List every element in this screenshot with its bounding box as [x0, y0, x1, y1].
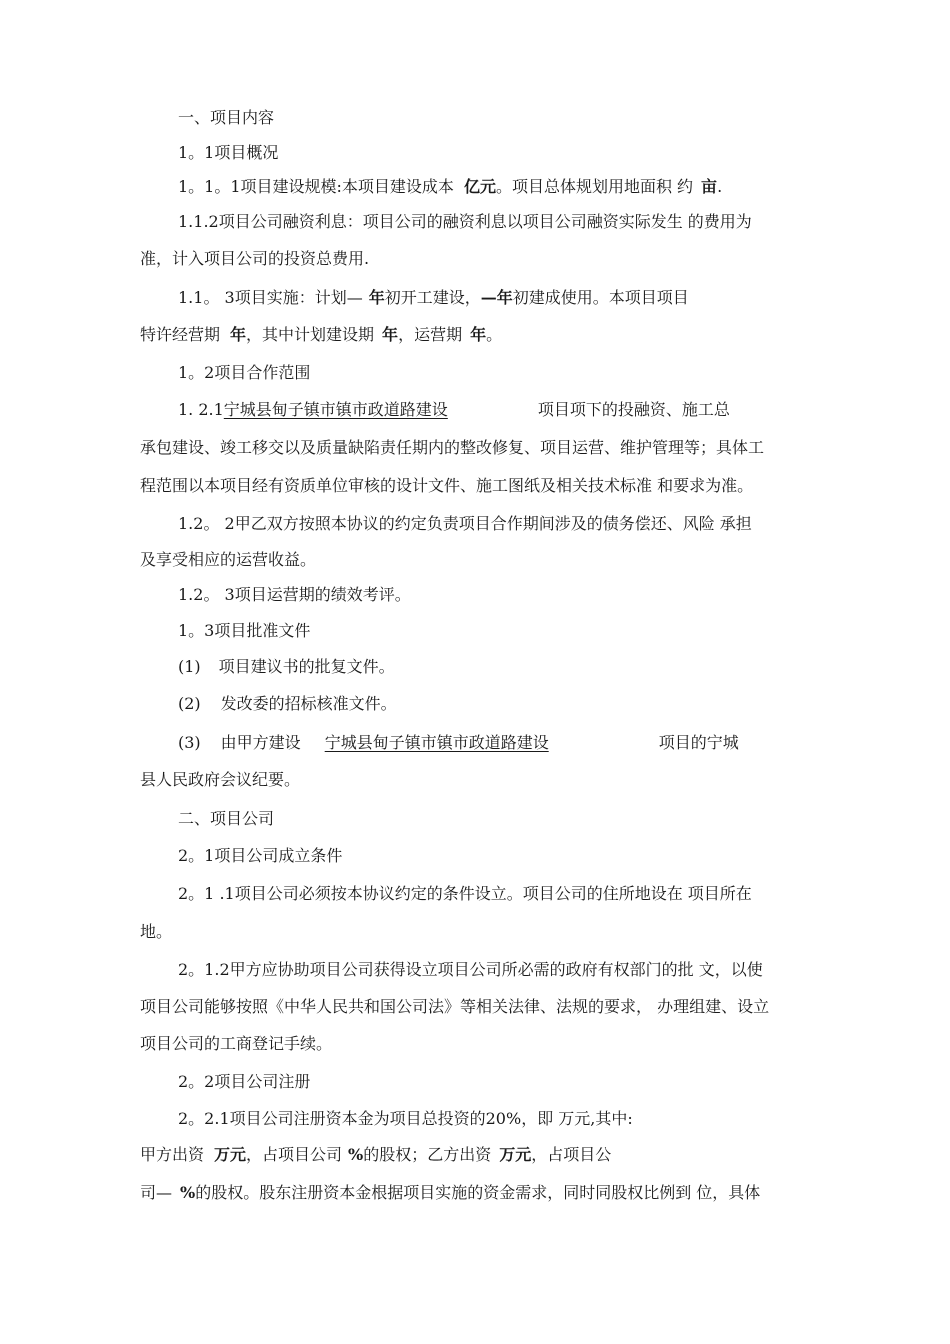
text: 1.1。 3项目实施：计划— — [178, 288, 363, 307]
blank-year: 年 — [230, 325, 247, 344]
para-1-2-3: 1.2。 3项目运营期的绩效考评。 — [178, 585, 411, 604]
text: 初开工建设， — [384, 288, 481, 307]
subsection-1-2: 1。2项目合作范围 — [178, 363, 311, 382]
text: 司— — [140, 1183, 173, 1202]
project-name-underlined: 宁城县甸子镇市镇市政道路建设 — [223, 400, 448, 419]
section-heading-2: 二、项目公司 — [178, 809, 275, 828]
para-1-1-2-line1: 1.1.2项目公司融资利息：项目公司的融资利息以项目公司融资实际发生 的费用为 — [178, 212, 752, 231]
blank-year: 年 — [368, 288, 385, 307]
blank-amount-unit: 万元 — [214, 1145, 247, 1164]
blank-year: 年 — [382, 325, 399, 344]
list-item-2 — [178, 694, 397, 714]
text: ，占项目公 — [531, 1145, 612, 1164]
subsection-1-3: 1。3项目批准文件 — [178, 621, 311, 640]
list-item-1 — [178, 657, 395, 677]
text: 的股权。股东注册资本金根据项目实施的资金需求，同时同股权比例到 位，具体 — [195, 1183, 761, 1202]
blank-area-unit: 亩 — [701, 177, 718, 196]
blank-year: 年 — [470, 325, 487, 344]
blank-amount-unit: 万元 — [499, 1145, 532, 1164]
para-1-2-2-line1: 1.2。 2甲乙双方按照本协议的约定负责项目合作期间涉及的债务偿还、风险 承担 — [178, 514, 752, 533]
text: ，其中计划建设期 — [246, 325, 375, 344]
subsection-2-2: 2。2项目公司注册 — [178, 1072, 311, 1091]
subsection-2-1: 2。1项目公司成立条件 — [178, 846, 343, 865]
blank-amount-unit: 亿元 — [463, 177, 496, 196]
item-number: (2) — [178, 694, 201, 713]
para-2-2-1-line1: 2。2.1项目公司注册资本金为项目总投资的20%，即 万元,其中: — [178, 1109, 633, 1128]
para-1-2-1-line3: 程范围以本项目经有资质单位审核的设计文件、施工图纸及相关技术标准 和要求为准。 — [140, 476, 754, 495]
blank-percent: % — [180, 1183, 196, 1202]
para-2-1-2-line3: 项目公司的工商登记手续。 — [140, 1034, 333, 1053]
text: 。 — [486, 325, 503, 344]
para-1-2-1-line1 — [178, 400, 730, 420]
text: 甲方出资 — [140, 1145, 205, 1164]
list-item-3-line2: 县人民政府会议纪要。 — [140, 770, 301, 789]
text: ，占项目公司 — [246, 1145, 343, 1164]
item-text: 项目建议书的批复文件。 — [218, 657, 395, 676]
subsection-1-1: 1。1项目概况 — [178, 143, 279, 162]
text: 初建成使用。本项目项目 — [512, 288, 689, 307]
para-2-2-1-line3 — [140, 1183, 760, 1203]
text: 的股权；乙方出资 — [363, 1145, 492, 1164]
text: . — [717, 177, 723, 196]
para-2-2-1-line2 — [140, 1145, 611, 1165]
text: 1。1。1项目建设规模:本项目建设成本 — [178, 177, 454, 196]
para-2-1-1-line1: 2。1 .1项目公司必须按本协议约定的条件设立。项目公司的住所地设在 项目所在 — [178, 884, 752, 903]
item-text: 由甲方建设 — [220, 733, 301, 752]
item-text: 发改委的招标核准文件。 — [220, 694, 397, 713]
blank-percent: % — [348, 1145, 364, 1164]
item-text: 项目的宁城 — [658, 733, 739, 752]
para-2-1-2-line1: 2。1.2甲方应协助项目公司获得设立项目公司所必需的政府有权部门的批 文，以使 — [178, 960, 763, 979]
para-1-1-3-line1 — [178, 288, 689, 308]
item-number: (3) — [178, 733, 201, 752]
blank-year: —年 — [480, 288, 513, 307]
text: 1. 2.1 — [178, 400, 224, 419]
para-2-1-2-line2: 项目公司能够按照《中华人民共和国公司法》等相关法律、法规的要求， 办理组建、设立 — [140, 997, 770, 1016]
para-2-1-1-line2: 地。 — [140, 922, 173, 941]
text: ，运营期 — [398, 325, 463, 344]
project-name-underlined: 宁城县甸子镇市镇市政道路建设 — [324, 733, 549, 752]
para-1-2-2-line2: 及享受相应的运营收益。 — [140, 550, 317, 569]
text: 特许经营期 — [140, 325, 221, 344]
para-1-1-2-line2: 准，计入项目公司的投资总费用. — [140, 249, 370, 268]
para-1-1-3-line2 — [140, 325, 502, 345]
list-item-3 — [178, 733, 739, 753]
item-number: (1) — [178, 657, 201, 676]
text: 。项目总体规划用地面积 约 — [495, 177, 694, 196]
section-heading-1: 一、项目内容 — [178, 108, 275, 127]
para-1-2-1-line2: 承包建设、竣工移交以及质量缺陷责任期内的整改修复、项目运营、维护管理等；具体工 — [140, 438, 765, 457]
text: 项目项下的投融资、施工总 — [537, 400, 730, 419]
para-1-1-1 — [178, 177, 722, 197]
